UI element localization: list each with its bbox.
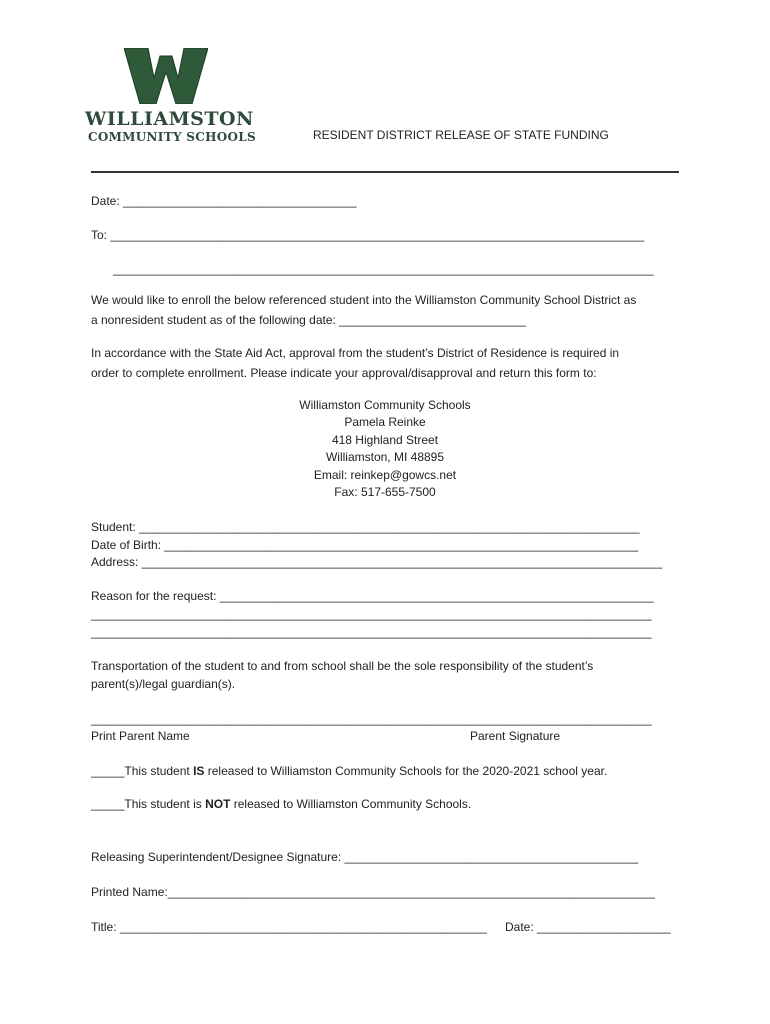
dob-field[interactable]: Date of Birth: _______________________________________________________________________ [91, 538, 639, 552]
date-field[interactable]: Date: ___________________________________ [91, 194, 357, 208]
to-field[interactable]: To: ________________________________________________________________________________ [91, 228, 645, 242]
not-released-emphasis: NOT [205, 797, 231, 811]
printed-name-field[interactable]: Printed Name:_________________________________________________________________________ [91, 885, 655, 899]
address-org: Williamston Community Schools [299, 398, 471, 412]
released-option[interactable] [91, 764, 607, 778]
address-street: 418 Highland Street [331, 433, 439, 447]
transport-line1: Transportation of the student to and from school shall be the sole responsibility of the student’s [91, 659, 594, 673]
superintendent-signature-field[interactable]: Releasing Superintendent/Designee Signature: ____________________________________________ [91, 850, 639, 864]
w-logo-icon [124, 48, 208, 104]
address-person: Pamela Reinke [344, 415, 426, 429]
released-text-pre: This student [124, 764, 194, 778]
print-parent-name-label: Print Parent Name [91, 729, 190, 743]
student-field[interactable]: Student: ___________________________________________________________________________ [91, 520, 640, 534]
state-aid-line1: In accordance with the State Aid Act, approval from the student’s District of Residence is required in [91, 346, 620, 360]
title-date-field[interactable]: Date: ____________________ [505, 920, 671, 934]
not-released-option[interactable] [91, 797, 471, 811]
address-city: Williamston, MI 48895 [325, 450, 445, 464]
address-email: Email: reinkep@gowcs.net [313, 468, 457, 482]
released-blank[interactable]: _____ [91, 764, 125, 778]
school-logo-w [124, 48, 208, 107]
state-aid-line2: order to complete enrollment. Please indicate your approval/disapproval and return this form to: [91, 366, 597, 380]
to-field-line2[interactable]: _________________________________________________________________________________ [113, 262, 654, 276]
address-field[interactable]: Address: ______________________________________________________________________________ [91, 555, 663, 569]
enroll-paragraph-line2: a nonresident student as of the following date: ____________________________ [91, 313, 527, 327]
address-fax: Fax: 517-655-7500 [334, 485, 436, 499]
reason-field[interactable]: Reason for the request: _________________________________________________________________ [91, 589, 654, 603]
logo-subtitle: COMMUNITY SCHOOLS [88, 130, 256, 144]
form-title: RESIDENT DISTRICT RELEASE OF STATE FUNDING [313, 128, 609, 142]
not-released-text-pre: This student is [124, 797, 206, 811]
header-divider [91, 171, 679, 173]
reason-field-line3[interactable]: ____________________________________________________________________________________ [91, 625, 652, 639]
released-emphasis: IS [193, 764, 205, 778]
not-released-text-post: released to Williamston Community Schools. [230, 797, 472, 811]
title-field[interactable]: Title: _______________________________________________________ [91, 920, 487, 934]
parent-signature-line[interactable]: ____________________________________________________________________________________ [91, 712, 652, 726]
not-released-blank[interactable]: _____ [91, 797, 125, 811]
reason-field-line2[interactable]: ____________________________________________________________________________________ [91, 607, 652, 621]
transport-line2: parent(s)/legal guardian(s). [91, 677, 236, 691]
released-text-post: released to Williamston Community Schools for the 2020-2021 school year. [204, 764, 608, 778]
logo-name: WILLIAMSTON [85, 108, 254, 130]
parent-signature-label: Parent Signature [470, 729, 561, 743]
enroll-paragraph-line1: We would like to enroll the below referenced student into the Williamston Community School District as [91, 293, 637, 307]
